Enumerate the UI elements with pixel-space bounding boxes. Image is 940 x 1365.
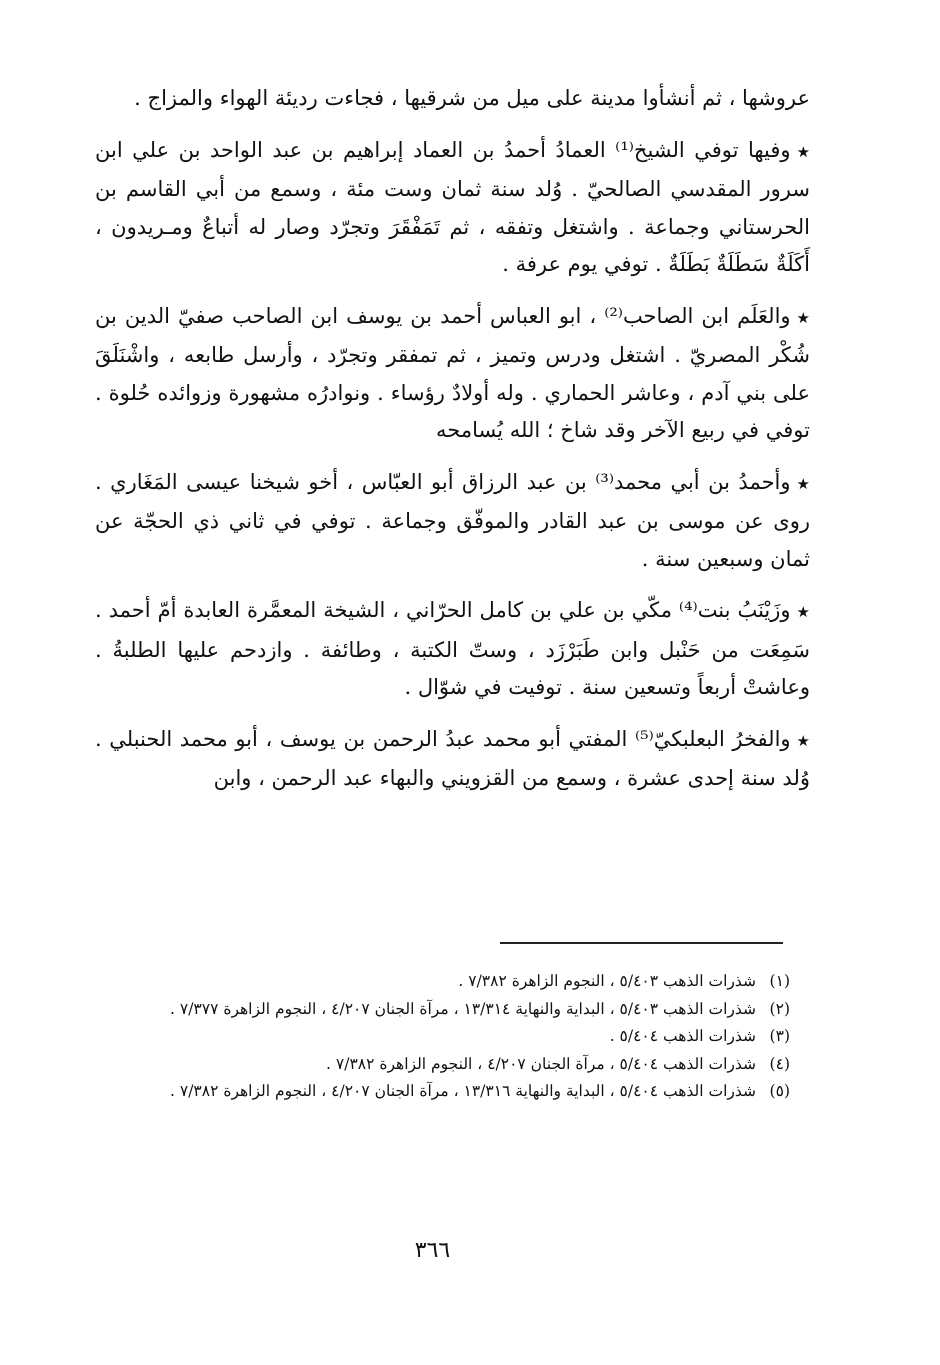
footnote-item — [80, 1051, 790, 1079]
footnote-item — [80, 996, 790, 1024]
star-icon: ★ — [796, 731, 810, 750]
footnotes — [80, 968, 790, 1106]
entry-zaynab-bint-makki — [95, 592, 810, 707]
star-icon: ★ — [796, 142, 811, 161]
entry-fakhr-al-baalbakki — [95, 721, 810, 798]
footnote-text: شذرات الذهب ٥/٤٠٣ ، النجوم الزاهرة ٧/٣٨٢ . — [458, 972, 756, 990]
star-icon: ★ — [796, 474, 810, 493]
paragraph-text: عروشها ، ثم أنشأوا مدينة على ميل من شرقيها ، فجاءت رديئة الهواء والمزاج . — [134, 86, 810, 110]
footnote-item — [80, 968, 790, 996]
paragraph-text: وزَيْنَبُ بنت⁽⁴⁾ مكّي بن علي بن كامل الحرّاني ، الشيخة المعمَّرة العابدة أمّ أحمد . سَمِعَت من حَنْبل وابن طَبَرْزَد ، وستّ الكتبة ، وطائفة . وازدحم عليها الطلبةُ . وعاشتْ أربعاً وتسعين سنة . توفيت في شوّال . — [95, 598, 810, 699]
paragraph-text: والعَلَم ابن الصاحب⁽²⁾ ، ابو العباس أحمد بن يوسف ابن الصاحب صفيّ الدين بن شُكْر المصريّ . اشتغل ودرس وتميز ، ثم تمفقر وتجرّد ، وأرسل طابعه ، واشْنَلَقَ على بني آدم ، وعاشر الحماري . وله أولادٌ رؤساء . ونوادرُه مشهورة وزوائده حُلوة . توفي في ربيع الآخر وقد شاخ ؛ الله يُسامحه — [95, 303, 810, 442]
footnote-text: شذرات الذهب ٥/٤٠٤ ، مرآة الجنان ٤/٢٠٧ ، النجوم الزاهرة ٧/٣٨٢ . — [326, 1054, 756, 1073]
footnote-item — [80, 1078, 790, 1106]
star-icon: ★ — [796, 308, 810, 327]
paragraph-text: وأحمدُ بن أبي محمد⁽³⁾ بن عبد الرزاق أبو العبّاس ، أخو شيخنا عيسى المَغَاري . روى عن موسى بن عبد القادر والموفّق وجماعة . توفي في ثاني ذي الحجّة عن ثمان وسبعين سنة . — [95, 469, 810, 571]
footnote-number: (٢) — [769, 999, 790, 1018]
paragraph-text: والفخرُ البعلبكيّ⁽⁵⁾ المفتي أبو محمد عبدُ الرحمن بن يوسف ، أبو محمد الحنبلي . وُلد سنة إحدى عشرة ، وسمع من القزويني والبهاء عبد الرحمن ، وابن — [95, 726, 810, 790]
entry-alam-ibn-al-sahib — [95, 298, 810, 450]
footnote-text: شذرات الذهب ٥/٤٠٤ ، البداية والنهاية ١٣/٣١٦ ، مرآة الجنان ٤/٢٠٧ ، النجوم الزاهرة ٧/٣٨٢ . — [170, 1082, 756, 1100]
star-icon: ★ — [796, 603, 810, 621]
footnote-divider — [500, 942, 783, 944]
footnote-number: (٣) — [769, 1027, 790, 1045]
paragraph-continuation — [95, 80, 810, 118]
footnote-text: شذرات الذهب ٥/٤٠٣ ، البداية والنهاية ١٣/٣١٤ ، مرآة الجنان ٤/٢٠٧ ، النجوم الزاهرة ٧/٣٧٧ . — [170, 999, 756, 1018]
page-number: ٣٦٦ — [414, 1238, 451, 1263]
footnote-number: (٤) — [769, 1054, 790, 1073]
footnote-item — [80, 1023, 790, 1051]
entry-ahmad-ibn-al-imad — [95, 132, 810, 284]
main-text — [95, 80, 810, 812]
paragraph-text: وفيها توفي الشيخ⁽¹⁾ العمادُ أحمدُ بن العماد إبراهيم بن عبد الواحد بن علي ابن سرور المقدسي الصالحيّ . وُلد سنة ثمان وست مئة ، وسمع من أبي القاسم بن الحرستاني وجماعة . واشتغل وتفقه ، ثم تَمَفْقَرَ وتجرّد وصار له أتباعٌ ومـريدون ، أَكَلَةٌ سَطَلَةٌ بَطَلَةٌ . توفي يوم عرفة . — [95, 137, 810, 276]
footnote-text: شذرات الذهب ٥/٤٠٤ . — [609, 1027, 756, 1045]
entry-ahmad-ibn-abi-muhammad — [95, 464, 810, 579]
footnote-number: (٥) — [769, 1082, 790, 1100]
footnote-number: (١) — [769, 972, 790, 990]
